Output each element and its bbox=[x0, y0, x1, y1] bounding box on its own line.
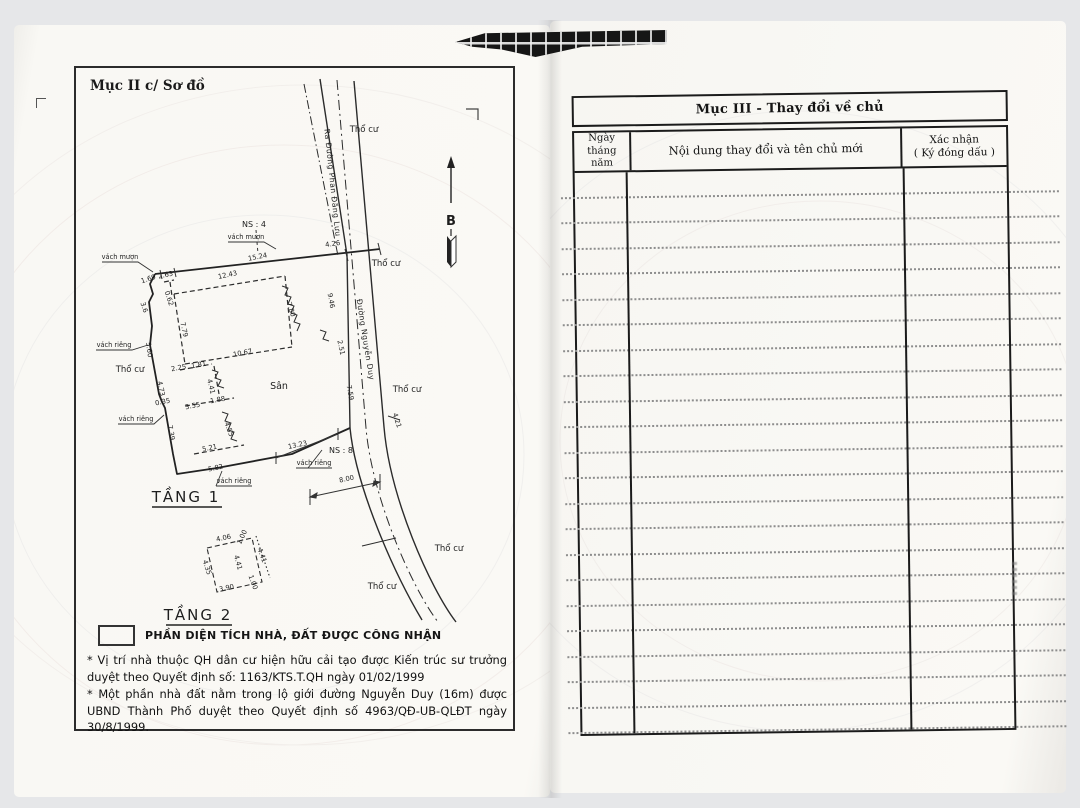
house-number-label: NS : 8 bbox=[329, 446, 353, 455]
floor1-title: TẦNG 1 bbox=[151, 488, 221, 506]
road-name-label: Đường Nguyễn Duy bbox=[354, 298, 377, 381]
dim-label: 7.80 bbox=[284, 300, 298, 318]
column-header-date bbox=[574, 132, 632, 171]
right-page bbox=[550, 21, 1066, 793]
table-header-row bbox=[574, 127, 1007, 173]
dim-label: 13.23 bbox=[287, 439, 308, 451]
dim-label: 4.41 bbox=[232, 554, 244, 571]
floor2-title: TẦNG 2 bbox=[163, 606, 233, 624]
dim-label: 4.35 bbox=[200, 558, 214, 576]
leader bbox=[228, 242, 276, 249]
wall-label: vách mượn bbox=[101, 253, 139, 261]
dim-label: 12.43 bbox=[217, 269, 238, 281]
changes-table bbox=[572, 90, 1017, 736]
column-header-date-line1: Ngày tháng bbox=[587, 132, 617, 157]
dim-label: 4.26 bbox=[324, 239, 341, 250]
legend-label: PHẦN DIỆN TÍCH NHÀ, ĐẤT ĐƯỢC CÔNG NHẬN bbox=[145, 629, 442, 642]
dim-label: 2.63 bbox=[157, 269, 174, 281]
dim-label: 3.90 bbox=[218, 582, 235, 594]
print-corner-mark bbox=[466, 109, 478, 120]
dim-label: 3.6 bbox=[138, 301, 150, 314]
dim-label: 10.67 bbox=[232, 347, 253, 359]
dim-label: 5.82 bbox=[207, 462, 224, 474]
road-name-label: Ra Đường Phan Đăng Lưu bbox=[322, 128, 343, 238]
dim-label: 1.88 bbox=[209, 394, 226, 406]
compass-needle-light bbox=[451, 236, 456, 267]
dim-label: 8.00 bbox=[338, 473, 355, 485]
dim-label: 0.62 bbox=[162, 289, 176, 307]
leader bbox=[102, 262, 153, 272]
column-header-content bbox=[631, 128, 903, 170]
dim-label: 2.51 bbox=[335, 339, 347, 356]
north-arrow bbox=[446, 156, 456, 267]
margin-artifact bbox=[1012, 561, 1017, 595]
land-use-label: Thổ cư bbox=[367, 582, 397, 592]
dim-label: 4.21 bbox=[390, 411, 404, 429]
column-header-date-line2: năm bbox=[590, 157, 614, 170]
dim-label: 15.24 bbox=[247, 251, 268, 263]
wall-label: vách riêng bbox=[118, 415, 154, 423]
page-seam-shadow bbox=[538, 20, 562, 798]
north-arrow-head bbox=[447, 156, 455, 168]
dim-label: 4.41 bbox=[255, 546, 269, 564]
lot-left-bottom-edge bbox=[149, 274, 350, 474]
site-plan-frame bbox=[74, 66, 515, 734]
land-use-label: Thổ cư bbox=[371, 259, 401, 269]
left-page bbox=[14, 25, 550, 797]
column-header-confirm-line1: Xác nhận bbox=[929, 133, 980, 146]
dim-label: 4.55 bbox=[222, 420, 236, 438]
land-use-label: Thổ cư bbox=[392, 385, 422, 395]
table-grid bbox=[572, 125, 1016, 736]
dim-label: 5.60 bbox=[143, 341, 154, 358]
dim-label: 0.35 bbox=[154, 396, 171, 408]
dim-label: 1.81 bbox=[190, 359, 207, 371]
plan-notes bbox=[87, 652, 507, 737]
dim-label: 9.46 bbox=[325, 292, 337, 309]
legend-swatch bbox=[98, 625, 135, 646]
dim-label: 5.21 bbox=[201, 442, 218, 454]
dim-label: 4.06 bbox=[215, 532, 232, 544]
land-use-label: Thổ cư bbox=[349, 125, 379, 135]
legend bbox=[98, 625, 441, 646]
table-body bbox=[575, 167, 1015, 734]
compass-needle-dark bbox=[447, 236, 451, 267]
dim-label: 4.73 bbox=[155, 380, 167, 397]
column-header-confirm bbox=[902, 127, 1007, 166]
dim-label: 7.79 bbox=[178, 321, 190, 338]
wall-label: vách riêng bbox=[96, 341, 132, 349]
dim-label: 3.55 bbox=[184, 400, 201, 412]
yard-label: Sân bbox=[270, 381, 288, 392]
note-line: * Một phần nhà đất nằm trong lộ giới đường Nguyễn Duy (16m) được UBND Thành Phố duyệt theo Quyết định số 4963/QĐ-UB-QLĐT ngày 30/8/1999. bbox=[87, 687, 507, 734]
stairs-zigzag bbox=[320, 330, 329, 341]
table-title: Mục III - Thay đổi về chủ bbox=[572, 90, 1008, 127]
wall-label: vách riêng bbox=[296, 459, 332, 467]
wall-label: vách mượn bbox=[227, 233, 265, 241]
dim-label: 2.25 bbox=[170, 362, 187, 374]
dim-label: 1.00 bbox=[235, 528, 250, 546]
print-corner-mark bbox=[36, 98, 46, 108]
changes-table-body-dots bbox=[561, 166, 1067, 734]
column-header-confirm-line2: ( Ký đóng dấu ) bbox=[913, 146, 996, 160]
wall-label: vách riêng bbox=[216, 477, 252, 485]
column-header-content-label: Nội dung thay đổi và tên chủ mới bbox=[668, 140, 863, 158]
dim-label: 1.69 bbox=[139, 272, 157, 286]
house-number-label: NS : 4 bbox=[242, 220, 266, 229]
dim-label: 7.59 bbox=[344, 384, 356, 401]
note-line: * Vị trí nhà thuộc QH dân cư hiện hữu cải tạo được Kiến trúc sư trưởng duyệt theo Quyết định số: 1163/KTS.T.QH ngày 01/02/1999 bbox=[87, 653, 507, 684]
road-tick bbox=[362, 538, 396, 546]
dim-label: 1.00 bbox=[246, 573, 260, 591]
lot-boundary bbox=[149, 249, 380, 474]
road-centerline bbox=[337, 80, 438, 622]
land-use-label: Thổ cư bbox=[434, 544, 464, 554]
land-use-label: Thổ cư bbox=[115, 365, 145, 375]
section-title: Mục II c/ Sơ đồ bbox=[90, 78, 205, 94]
dim-label: 4.41 bbox=[205, 378, 217, 395]
compass-label: B bbox=[446, 214, 456, 229]
dim-label: 7.39 bbox=[165, 424, 177, 441]
